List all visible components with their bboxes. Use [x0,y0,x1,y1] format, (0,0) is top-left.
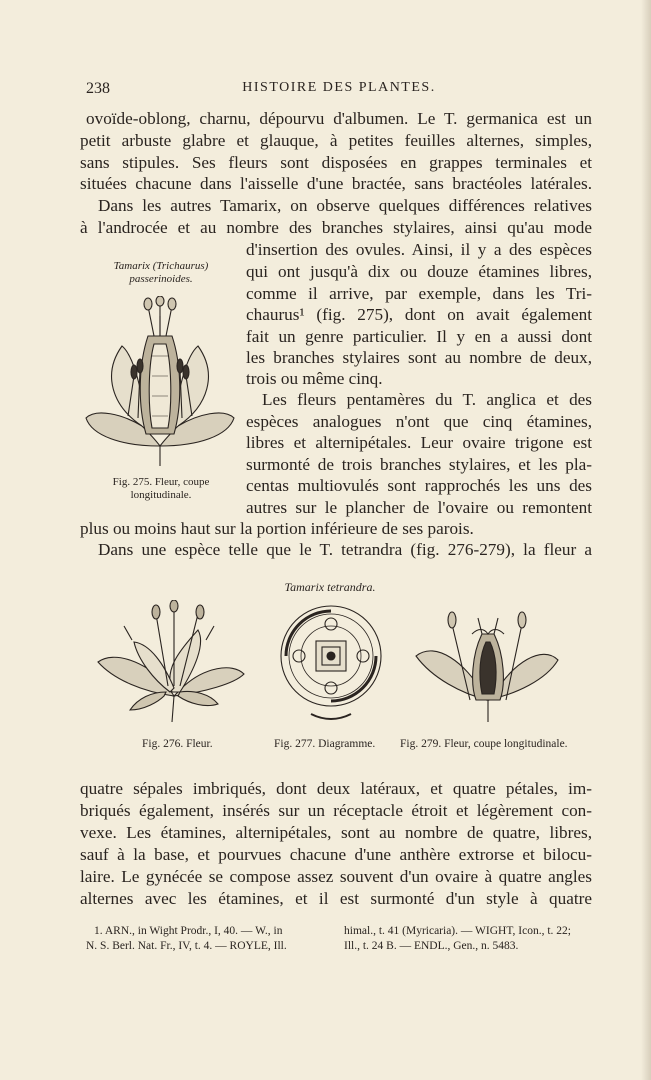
text-line: libres et alternipétales. Leur ovaire trigone est [246,433,592,452]
text-line: espèces analogues n'ont que cinq étamines, [246,412,592,431]
figure-275-title-line1: Tamarix (Trichaurus) [113,260,209,272]
text-line: d'insertion des ovules. Ainsi, il y a des espèces [246,240,592,259]
figure-275-flower-section [82,296,238,472]
text-line: briqués également, insérés sur un réceptacle étroit et légèrement con- [80,801,592,820]
text-line: vexe. Les étamines, alternipétales, sont au nombre de quatre, libres, [80,823,592,842]
text-line: ovoïde-oblong, charnu, dépourvu d'albumen. Le T. germanica est un [86,109,592,128]
text-line: chaurus¹ (fig. 275), dont on avait également [246,305,592,324]
figure-275-caption-line2: longitudinale. [130,489,192,501]
text-line: alternes avec les étamines, et il est surmonté d'un style à quatre [80,889,592,908]
text-line: situées chacune dans l'aisselle d'une bractée, sans bractéoles latérales. [80,174,592,193]
figure-276-flower [94,600,248,726]
footnote-line: N. S. Berl. Nat. Fr., IV, t. 4. — ROYLE, Ill. [86,940,287,952]
page-number: 238 [86,80,110,97]
figure-277-diagram [276,604,386,726]
running-title: HISTOIRE DES PLANTES. [242,80,436,95]
text-line: qui ont jusqu'à dix ou douze étamines libres, [246,262,592,281]
text-line: plus ou moins haut sur la portion inférieure de ses parois. [80,519,474,538]
figure-275-title [96,260,226,286]
figure-277-caption: Fig. 277. Diagramme. [274,738,376,750]
figure-275-title-line2: passerinoides. [129,273,193,285]
footnote-line: Ill., t. 24 B. — ENDL., Gen., n. 5483. [344,940,519,952]
page-edge-shadow [641,0,651,1080]
text-line: centas multiovulés sont rapprochés les uns des [246,476,592,495]
footnote-line: himal., t. 41 (Myricaria). — WIGHT, Icon., t. 22; [344,925,571,937]
figure-275-caption [96,476,226,502]
text-line: Les fleurs pentamères du T. anglica et des [262,390,592,409]
text-line: trois ou même cinq. [246,369,383,388]
text-line: à l'androcée et au nombre des branches stylaires, ainsi qu'au mode [80,218,592,237]
text-line: sauf à la base, et pourvues chacune d'une anthère extrorse et bilocu- [80,845,592,864]
text-line: petit arbuste glabre et glauque, à petites feuilles alternes, simples, [80,131,592,150]
text-line: Dans une espèce telle que le T. tetrandra (fig. 276-279), la fleur a [98,540,592,559]
text-line: sans stipules. Ses fleurs sont disposées en grappes terminales et [80,153,592,172]
text-line: fait un genre particulier. Il y en a aussi dont [246,327,592,346]
figure-276-caption: Fig. 276. Fleur. [142,738,213,750]
text-line: quatre sépales imbriqués, dont deux latéraux, et quatre pétales, im- [80,779,592,798]
figure-279-flower-section [412,604,562,726]
page-header [86,80,592,100]
text-line: autres sur le plancher de l'ovaire ou remontent [246,498,592,517]
figure-group-title: Tamarix tetrandra. [284,580,376,594]
figure-275-caption-line1: Fig. 275. Fleur, coupe [112,476,210,488]
text-line: comme il arrive, par exemple, dans les Tri- [246,284,592,303]
text-line: laire. Le gynécée se compose assez souvent d'un ovaire à quatre angles [80,867,592,886]
figure-279-caption: Fig. 279. Fleur, coupe longitudinale. [400,738,568,750]
text-line: Dans les autres Tamarix, on observe quelques différences relatives [98,196,592,215]
footnote-line: 1. ARN., in Wight Prodr., I, 40. — W., in [94,925,283,937]
text-line: surmonté de trois branches stylaires, et les pla- [246,455,592,474]
text-line: les branches stylaires sont au nombre de deux, [246,348,592,367]
